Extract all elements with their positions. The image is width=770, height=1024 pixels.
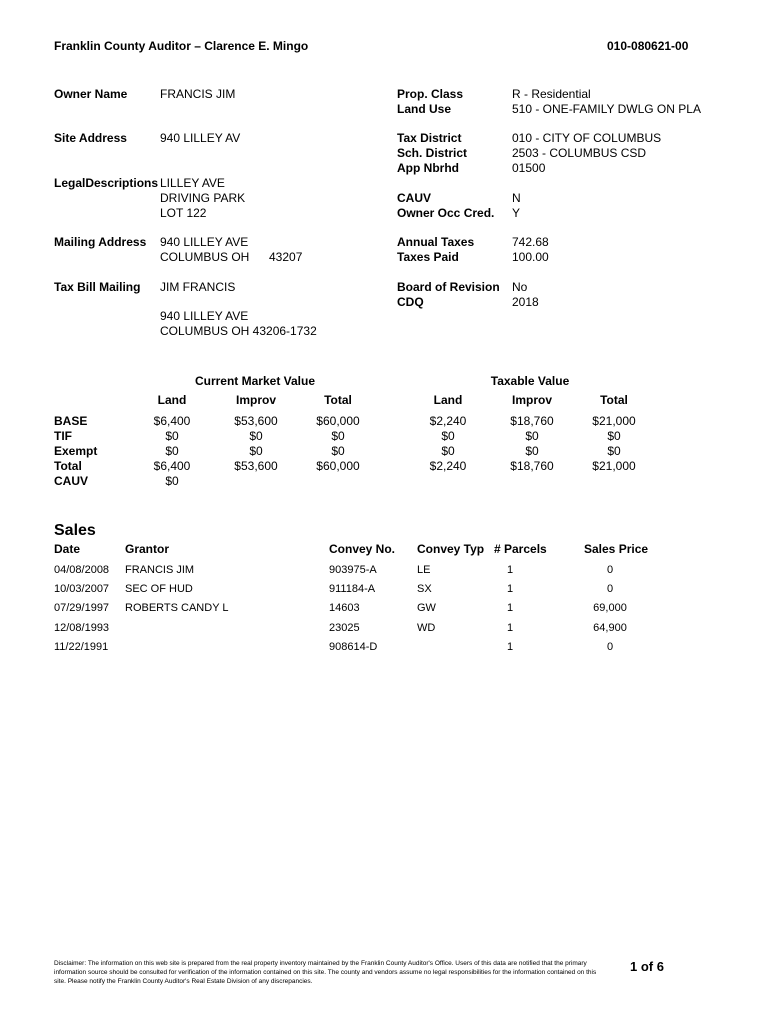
row-label-tif: TIF: [54, 429, 72, 443]
owner-occ-value: Y: [512, 206, 521, 220]
sale-parcels: 1: [507, 564, 514, 576]
sale-grantor: FRANCIS JIM: [125, 564, 195, 576]
site-address-label: Site Address: [54, 131, 127, 145]
value-cell: $60,000: [316, 414, 360, 428]
sale-date: 11/22/1991: [54, 641, 109, 653]
app-nbrhd-label: App Nbrhd: [397, 161, 459, 175]
value-cell: $2,240: [429, 459, 467, 473]
sch-district: 2503 - COLUMBUS CSD: [512, 146, 647, 160]
sale-convey-no: 903975-A: [329, 564, 377, 576]
sale-price: 0: [606, 641, 614, 653]
value-cell: $0: [525, 444, 539, 458]
tax-district: 010 - CITY OF COLUMBUS: [512, 131, 662, 145]
sale-grantor: SEC OF HUD: [125, 583, 193, 595]
value-cell: $0: [607, 444, 621, 458]
market-land-header: Land: [157, 393, 187, 407]
disclaimer: Disclaimer: The information on this web site is prepared from the real property inventory maintained by the Franklin County Auditor's Office. Users of this data are notified that the primary information source should be consulted for verification of the information contained on this site. The county and vendors assume no legal responsibilities for the information contained on this site. Please notify the Franklin County Auditor's Real Estate Division of any discrepancies.: [54, 960, 597, 985]
row-label-base: BASE: [54, 414, 88, 428]
sale-date: 12/08/1993: [54, 622, 110, 634]
mailing-city: COLUMBUS OH: [160, 250, 250, 264]
row-label-total: Total: [54, 459, 82, 473]
mailing-line1: 940 LILLEY AVE: [160, 235, 249, 249]
market-total-column: [306, 414, 370, 474]
sale-date: 04/08/2008: [54, 564, 110, 576]
app-nbrhd: 01500: [512, 161, 546, 175]
sale-parcels: 1: [507, 641, 514, 653]
market-land-column: [140, 414, 204, 489]
value-cell: $0: [441, 429, 455, 443]
sch-district-label: Sch. District: [397, 146, 468, 160]
sale-price: 0: [606, 564, 614, 576]
market-total-header: Total: [324, 393, 352, 407]
sale-convey-no: 14603: [329, 602, 360, 614]
tax-bill-mailing-label: Tax Bill Mailing: [54, 280, 141, 294]
tax-bill-name: JIM FRANCIS: [160, 280, 236, 294]
value-cell: $60,000: [316, 459, 360, 473]
sale-price: 69,000: [593, 602, 627, 614]
cauv-value: N: [512, 191, 521, 205]
tax-district-label: Tax District: [397, 131, 462, 145]
prop-class-label: Prop. Class: [397, 87, 464, 101]
sale-convey-typ: SX: [417, 583, 432, 595]
legal-line: LILLEY AVE: [160, 176, 225, 190]
tax-bill-line1: 940 LILLEY AVE: [160, 309, 249, 323]
taxable-improv-column: [500, 414, 564, 474]
sale-price: 64,900: [593, 622, 627, 634]
value-cell: $0: [525, 429, 539, 443]
legal-description: [160, 176, 245, 221]
sale-convey-typ: LE: [417, 564, 431, 576]
sale-convey-no: 23025: [329, 622, 360, 634]
sale-date: 07/29/1997: [54, 602, 110, 614]
taxable-land-column: [416, 414, 480, 474]
board-of-revision: No: [512, 280, 528, 294]
board-of-revision-label: Board of Revision: [397, 280, 500, 294]
sale-date: 10/03/2007: [54, 583, 110, 595]
value-cell: $53,600: [234, 414, 278, 428]
legal-line: LOT 122: [160, 206, 207, 220]
value-cell: $18,760: [510, 459, 554, 473]
value-cell: $6,400: [153, 459, 191, 473]
sale-parcels: 1: [507, 583, 514, 595]
cdq-value: 2018: [512, 295, 539, 309]
tax-bill-line2: COLUMBUS OH 43206-1732: [160, 324, 317, 338]
legal-line: DRIVING PARK: [160, 191, 246, 205]
market-value-title: Current Market Value: [194, 374, 316, 388]
sale-parcels: 1: [507, 622, 514, 634]
sale-convey-typ: GW: [417, 602, 436, 614]
value-cell: $2,240: [429, 414, 467, 428]
cauv-label: CAUV: [397, 191, 432, 205]
value-cell: $53,600: [234, 459, 278, 473]
legal-description-label: LegalDescriptions: [54, 176, 159, 190]
annual-taxes-label: Annual Taxes: [397, 235, 475, 249]
taxable-total-header: Total: [600, 393, 628, 407]
sale-convey-no: 908614-D: [329, 641, 378, 653]
owner-name-label: Owner Name: [54, 87, 128, 101]
owner-occ-label: Owner Occ Cred.: [397, 206, 495, 220]
value-cell: $21,000: [592, 414, 636, 428]
land-use-label: Land Use: [397, 102, 452, 116]
value-cell: $0: [331, 444, 345, 458]
value-cell: $0: [249, 429, 263, 443]
row-label-cauv: CAUV: [54, 474, 89, 488]
mailing-address-label: Mailing Address: [54, 235, 147, 249]
taxes-paid: 100.00: [512, 250, 549, 264]
sales-title: Sales: [54, 522, 96, 539]
taxable-land-header: Land: [433, 393, 463, 407]
office-title: Franklin County Auditor – Clarence E. Mingo: [54, 39, 309, 53]
value-row-labels: [54, 414, 97, 489]
taxable-improv-header: Improv: [511, 393, 552, 407]
sale-parcels: 1: [507, 602, 514, 614]
site-address: 940 LILLEY AV: [160, 131, 241, 145]
value-cell: $21,000: [592, 459, 636, 473]
value-cell: $0: [165, 444, 179, 458]
sales-parcels-header: # Parcels: [494, 542, 547, 556]
sales-grantor-header: Grantor: [125, 542, 170, 556]
value-cell: $0: [249, 444, 263, 458]
page-number: 1 of 6: [630, 959, 664, 974]
market-improv-header: Improv: [235, 393, 276, 407]
taxable-total-column: [582, 414, 646, 474]
value-cell: $0: [441, 444, 455, 458]
market-improv-column: [224, 414, 288, 474]
sale-grantor: ROBERTS CANDY L: [125, 602, 229, 614]
value-cell: $6,400: [153, 414, 191, 428]
value-cell: $0: [165, 429, 179, 443]
sales-convey-no-header: Convey No.: [329, 542, 396, 556]
prop-class: R - Residential: [512, 87, 591, 101]
owner-name: FRANCIS JIM: [160, 87, 236, 101]
sales-convey-typ-header: Convey Typ: [417, 542, 485, 556]
row-label-exempt: Exempt: [54, 444, 98, 458]
parcel-id: 010-080621-00: [607, 39, 689, 53]
value-cell: $0: [607, 429, 621, 443]
taxes-paid-label: Taxes Paid: [397, 250, 459, 264]
taxable-value-title: Taxable Value: [490, 374, 570, 388]
mailing-zip: 43207: [269, 250, 303, 264]
sale-convey-typ: WD: [417, 622, 436, 634]
sale-price: 0: [606, 583, 614, 595]
value-cell: $18,760: [510, 414, 554, 428]
cdq-label: CDQ: [397, 295, 424, 309]
value-cell: $0: [331, 429, 345, 443]
sale-convey-no: 911184-A: [329, 583, 376, 595]
sales-date-header: Date: [54, 542, 81, 556]
value-cell: $0: [165, 474, 179, 488]
annual-taxes: 742.68: [512, 235, 549, 249]
sales-price-header: Sales Price: [584, 542, 649, 556]
land-use: 510 - ONE-FAMILY DWLG ON PLA: [512, 102, 701, 116]
